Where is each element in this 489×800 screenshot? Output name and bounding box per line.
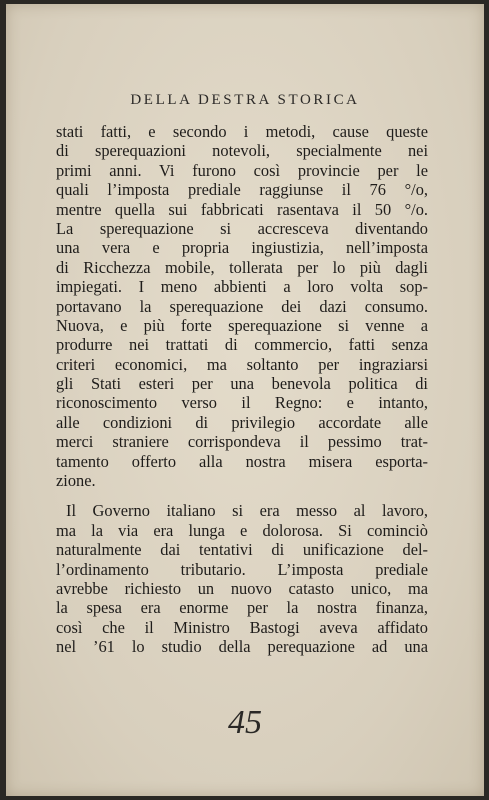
text-line: riconoscimento verso il Regno: e intanto, bbox=[56, 393, 428, 413]
text-line: La sperequazione si accresceva diventando bbox=[56, 218, 428, 238]
paragraph-spacer bbox=[56, 490, 428, 501]
text-line: di sperequazioni notevoli, specialmente nei bbox=[56, 141, 428, 161]
text-line: quali l’imposta prediale raggiunse il 76 °/o, bbox=[56, 180, 428, 200]
text-line: impiegati. I meno abbienti a loro volta sop- bbox=[56, 277, 428, 297]
text-line: di Ricchezza mobile, tollerata per lo più dagli bbox=[56, 257, 428, 277]
text-line: tamento offerto alla nostra misera esporta- bbox=[56, 451, 428, 471]
text-line: così che il Ministro Bastogi aveva affidato bbox=[56, 617, 428, 637]
text-line: produrre nei trattati di commercio, fatti senza bbox=[56, 335, 428, 355]
text-line: la spesa era enorme per la nostra finanza, bbox=[56, 598, 428, 618]
page-number: 45 bbox=[228, 704, 262, 741]
text-line: alle condizioni di privilegio accordate alle bbox=[56, 412, 428, 432]
book-page bbox=[6, 4, 484, 796]
text-line: merci straniere corrispondeva il pessimo trat- bbox=[56, 432, 428, 452]
text-line: stati fatti, e secondo i metodi, cause queste bbox=[56, 122, 428, 141]
paragraph-1 bbox=[56, 122, 428, 490]
paragraph-2 bbox=[56, 501, 428, 656]
text-line: mentre quella sui fabbricati rasentava il 50 °/o. bbox=[56, 199, 428, 219]
text-line: primi anni. Vi furono così provincie per le bbox=[56, 160, 428, 180]
text-line: avrebbe richiesto un nuovo catasto unico, ma bbox=[56, 578, 428, 598]
body-text bbox=[56, 122, 428, 657]
text-line: gli Stati esteri per una benevola politica di bbox=[56, 374, 428, 394]
text-line: nel ’61 lo studio della perequazione ad una bbox=[56, 637, 428, 657]
text-line: zione. bbox=[56, 471, 96, 491]
text-line: criteri economici, ma soltanto per ingraziarsi bbox=[56, 354, 428, 374]
text-line: Nuova, e più forte sperequazione si venne a bbox=[56, 315, 428, 335]
running-header: DELLA DESTRA STORICA bbox=[130, 92, 360, 108]
text-line: ma la via era lunga e dolorosa. Si cominciò bbox=[56, 520, 428, 540]
text-line: Il Governo italiano si era messo al lavoro, bbox=[66, 501, 428, 521]
text-line: l’ordinamento tributario. L’imposta prediale bbox=[56, 559, 428, 579]
text-line: naturalmente dai tentativi di unificazione del- bbox=[56, 540, 428, 560]
text-line: una vera e propria ingiustizia, nell’imposta bbox=[56, 238, 428, 258]
text-line: portavano la sperequazione dei dazi consumo. bbox=[56, 296, 428, 316]
